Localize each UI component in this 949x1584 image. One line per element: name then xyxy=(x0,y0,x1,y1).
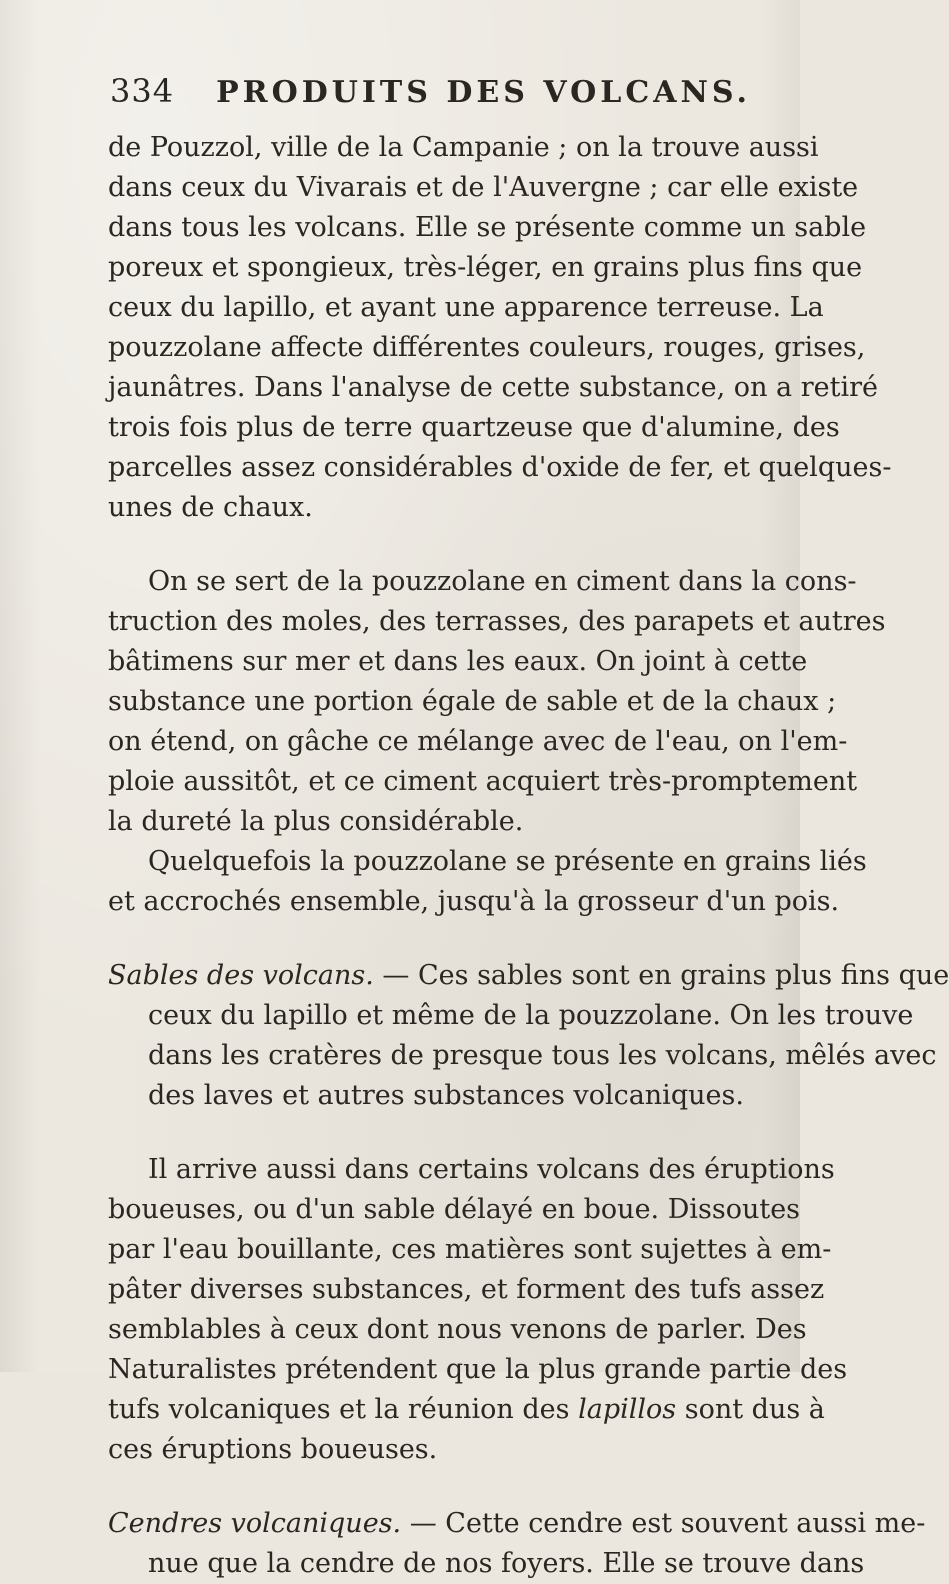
text-line: poreux et spongieux, très-léger, en grains plus fins que xyxy=(108,252,863,283)
text-line: ceux du lapillo, et ayant une apparence terreuse. La xyxy=(108,292,824,323)
text-line: dans tous les volcans. Elle se présente comme un sable xyxy=(108,212,867,243)
text-line: trois fois plus de terre quartzeuse que d'alumine, des xyxy=(108,412,840,443)
text-line: de Pouzzol, ville de la Campanie ; on la trouve aussi xyxy=(108,132,819,163)
text-line: pouzzolane affecte différentes couleurs, rouges, grises, xyxy=(108,332,866,363)
text-span: — Cette cendre est souvent aussi me- xyxy=(401,1508,926,1539)
text-line: Il arrive aussi dans certains volcans des éruptions xyxy=(148,1154,835,1185)
text-line: et accrochés ensemble, jusqu'à la grosseur d'un pois. xyxy=(108,886,840,917)
text-line: truction des moles, des terrasses, des parapets et autres xyxy=(108,606,886,637)
running-title: PRODUITS DES VOLCANS. xyxy=(216,75,751,110)
page-number: 334 xyxy=(110,72,175,110)
text-line: la dureté la plus considérable. xyxy=(108,806,524,837)
page-header xyxy=(110,72,751,110)
text-line: jaunâtres. Dans l'analyse de cette substance, on a retiré xyxy=(108,372,878,403)
text-line: ploie aussitôt, et ce ciment acquiert très-promptement xyxy=(108,766,858,797)
text-span: tufs volcaniques et la réunion des xyxy=(108,1394,579,1425)
paragraph-cendres-volcaniques xyxy=(108,1504,926,1584)
paragraph-eruptions-boueuses xyxy=(108,1150,848,1470)
paragraph-pouzzolane-description xyxy=(108,128,892,528)
text-line: parcelles assez considérables d'oxide de fer, et quelques- xyxy=(108,452,892,483)
text-line: Naturalistes prétendent que la plus grande partie des xyxy=(108,1354,848,1385)
text-line xyxy=(108,1504,926,1544)
text-line: par l'eau bouillante, ces matières sont sujettes à em- xyxy=(108,1234,832,1265)
text-line: Quelquefois la pouzzolane se présente en grains liés xyxy=(148,846,867,877)
text-span: — Ces sables sont en grains plus fins que xyxy=(373,960,949,991)
text-line: pâter diverses substances, et forment des tufs assez xyxy=(108,1274,825,1305)
paragraph-pouzzolane-usage xyxy=(108,562,886,842)
text-line xyxy=(108,956,949,996)
text-line: substance une portion égale de sable et de la chaux ; xyxy=(108,686,837,717)
paragraph-pouzzolane-grains xyxy=(108,842,867,922)
paragraph-sables-des-volcans xyxy=(108,956,949,1116)
text-line xyxy=(108,1390,825,1430)
text-line: des laves et autres substances volcaniques. xyxy=(148,1080,744,1111)
body-text xyxy=(108,128,949,1584)
text-line: semblables à ceux dont nous venons de parler. Des xyxy=(108,1314,807,1345)
text-line: ceux du lapillo et même de la pouzzolane. On les trouve xyxy=(148,1000,914,1031)
text-line: On se sert de la pouzzolane en ciment dans la cons- xyxy=(148,566,857,597)
text-line: on étend, on gâche ce mélange avec de l'eau, on l'em- xyxy=(108,726,848,757)
text-line: unes de chaux. xyxy=(108,492,313,523)
text-line: ces éruptions boueuses. xyxy=(108,1434,438,1465)
text-line: boueuses, ou d'un sable délayé en boue. Dissoutes xyxy=(108,1194,801,1225)
text-line: bâtimens sur mer et dans les eaux. On joint à cette xyxy=(108,646,808,677)
text-span: sont dus à xyxy=(676,1394,825,1425)
text-line: dans les cratères de presque tous les volcans, mêlés avec xyxy=(148,1040,937,1071)
section-title-cendres: Cendres volcaniques. xyxy=(108,1508,402,1539)
text-line: dans ceux du Vivarais et de l'Auvergne ; car elle existe xyxy=(108,172,859,203)
section-title-sables: Sables des volcans. xyxy=(108,960,374,991)
italic-term-lapillos: lapillos xyxy=(578,1394,677,1425)
text-line: nue que la cendre de nos foyers. Elle se trouve dans xyxy=(148,1548,865,1579)
